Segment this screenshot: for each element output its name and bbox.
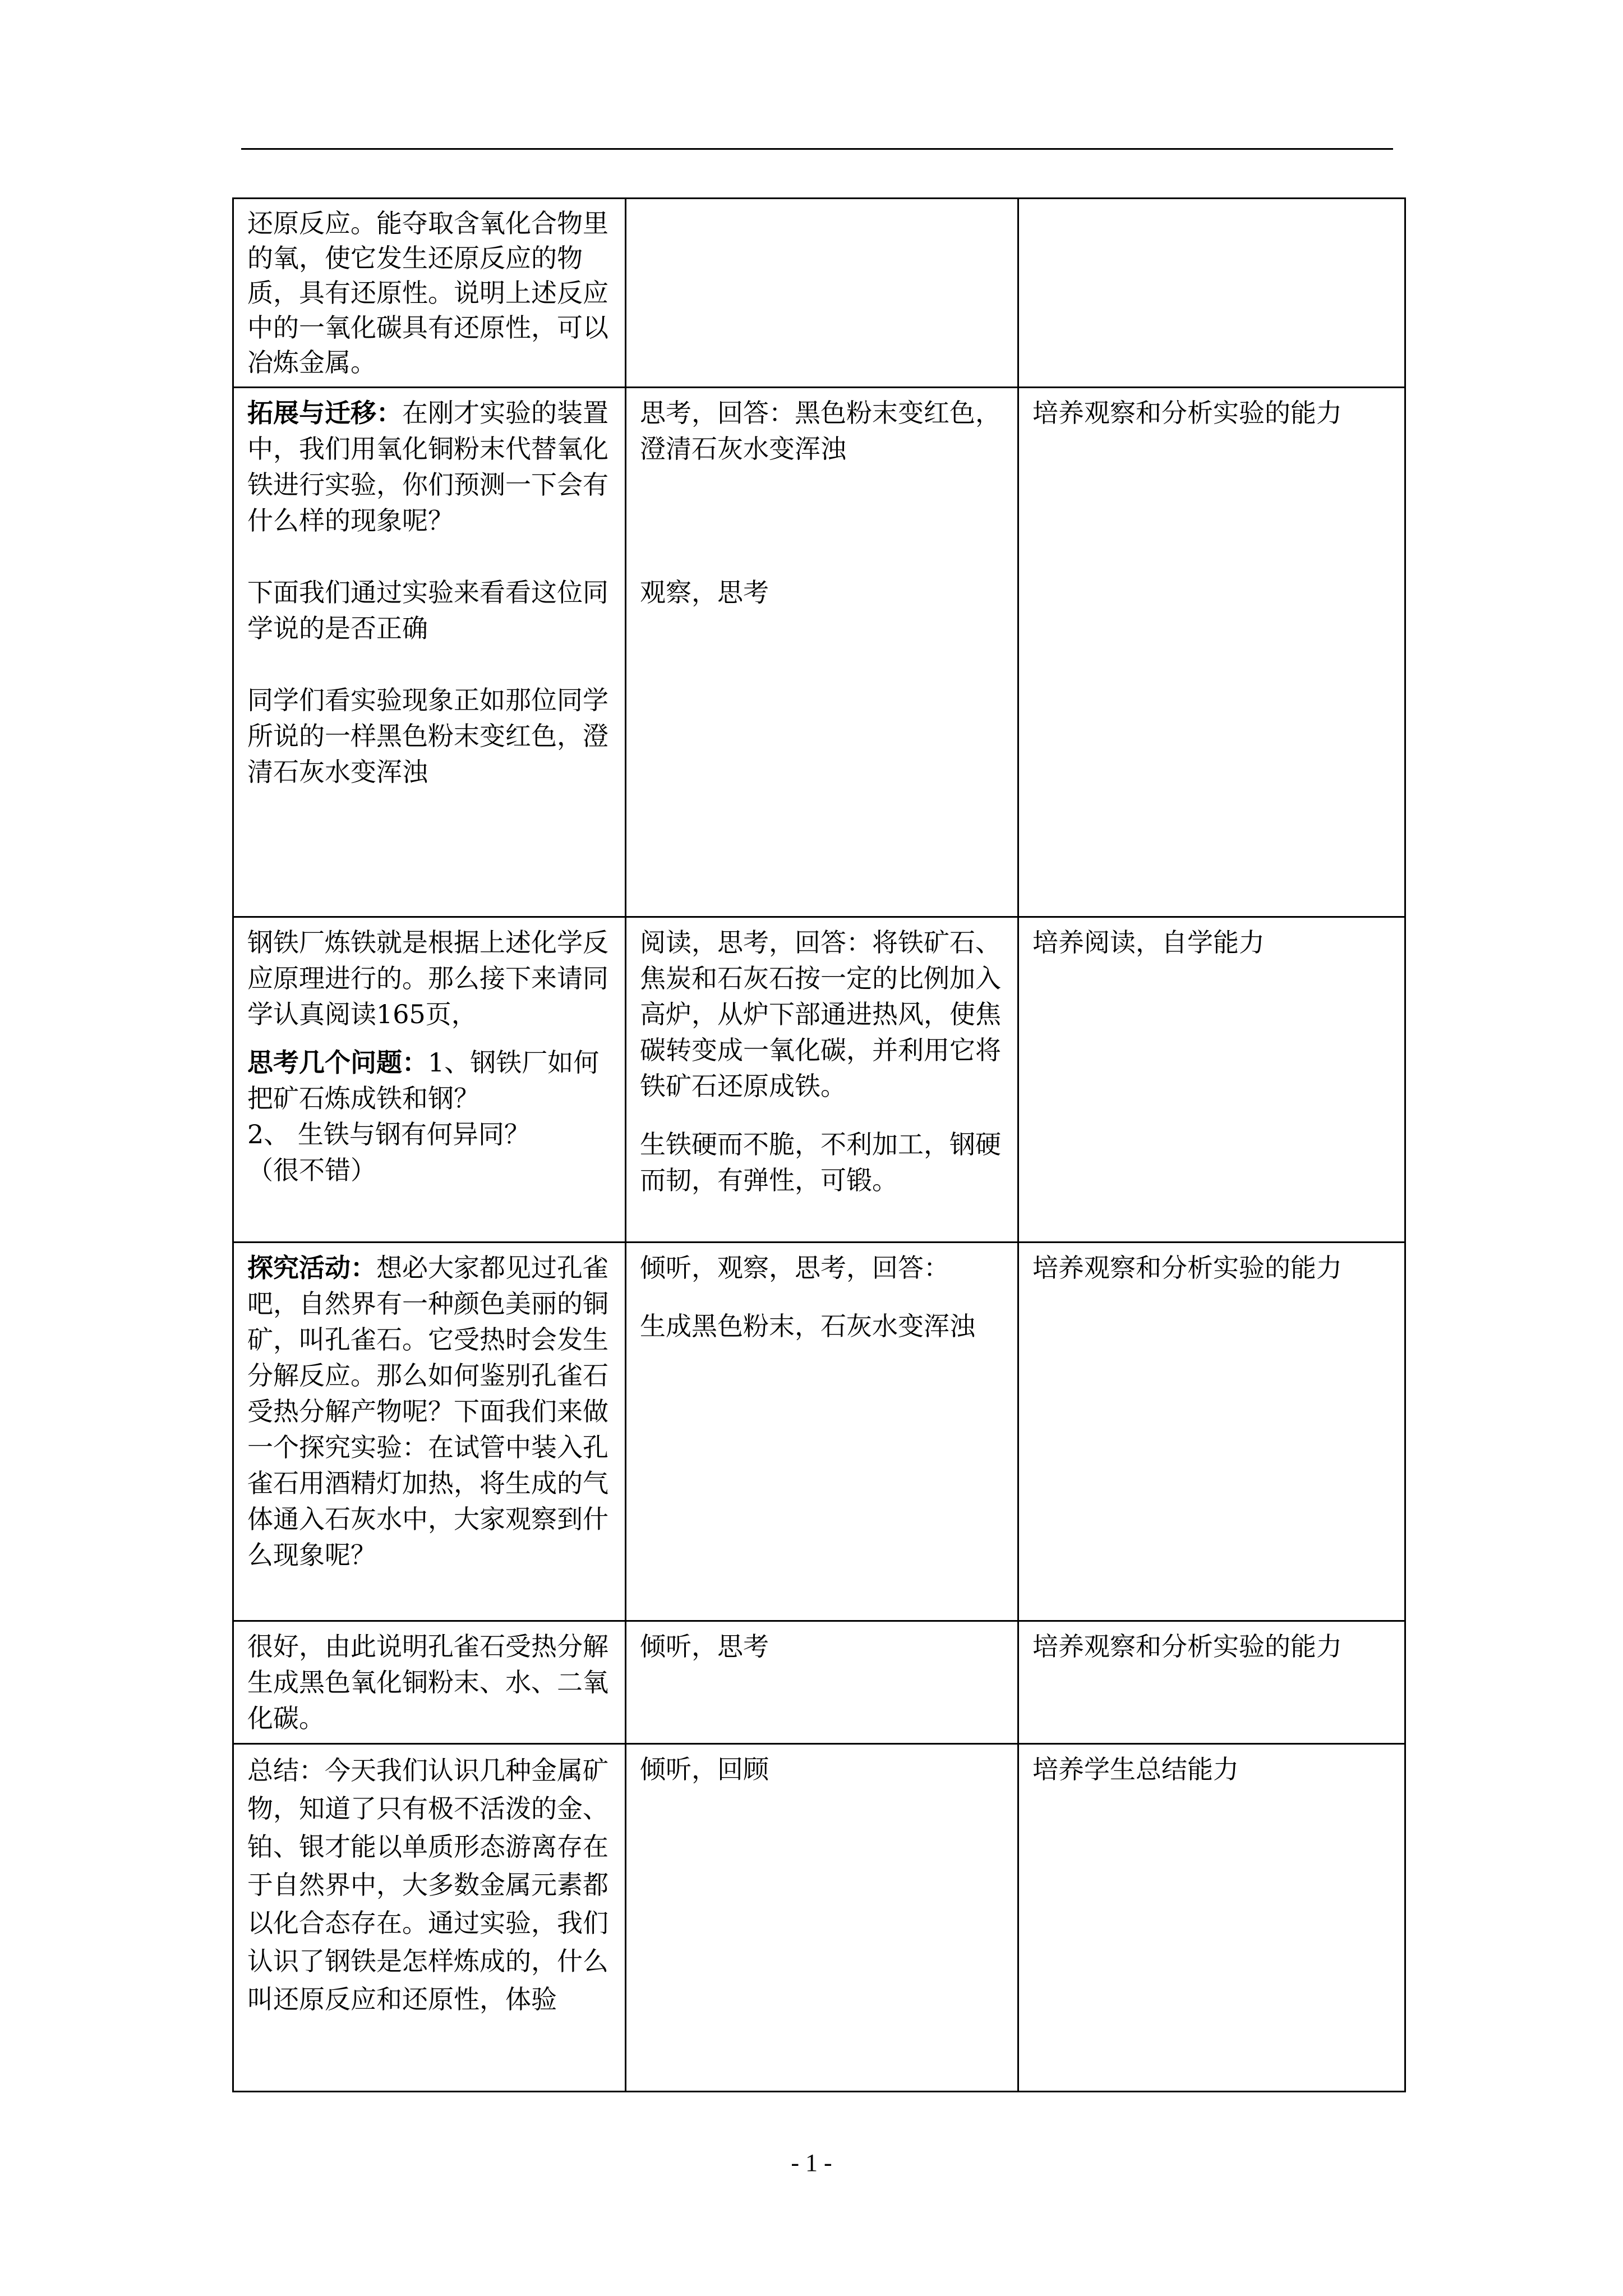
student-activity-cell xyxy=(626,917,1018,1243)
cell-paragraph: 生铁硬而不脆，不利加工，钢硬而韧，有弹性，可锻。 xyxy=(640,1129,1001,1195)
cell-text: 培养观察和分析实验的能力 xyxy=(1032,398,1342,428)
page-number: - 1 - xyxy=(791,2149,832,2177)
cell-text: 培养观察和分析实验的能力 xyxy=(1032,1253,1342,1283)
design-intent-cell xyxy=(1018,388,1405,917)
cell-paragraph: （很不错） xyxy=(247,1155,376,1185)
student-activity-cell xyxy=(626,1621,1018,1744)
teacher-activity-cell xyxy=(233,1243,626,1621)
cell-paragraph xyxy=(247,1045,611,1116)
section-label: 拓展与迁移： xyxy=(247,398,402,428)
design-intent-cell xyxy=(1018,1744,1405,2092)
cell-paragraph: 生成黑色粉末，石灰水变浑浊 xyxy=(640,1311,975,1341)
cell-paragraph: 思考，回答：黑色粉末变红色，澄清石灰水变浑浊 xyxy=(640,398,1001,464)
cell-text: 培养观察和分析实验的能力 xyxy=(1032,1631,1342,1662)
table-row xyxy=(233,388,1405,917)
cell-paragraph xyxy=(247,1250,611,1573)
cell-paragraph: 同学们看实验现象正如那位同学所说的一样黑色粉末变红色，澄清石灰水变浑浊 xyxy=(247,685,608,787)
teacher-activity-cell xyxy=(233,388,626,917)
cell-paragraph xyxy=(247,395,611,539)
header-rule xyxy=(241,148,1393,150)
table-row xyxy=(233,1744,1405,2092)
cell-text: 培养学生总结能力 xyxy=(1032,1754,1239,1784)
cell-paragraph: 2、 生铁与钢有何异同？ xyxy=(247,1119,530,1149)
design-intent-cell xyxy=(1018,199,1405,388)
cell-text: 倾听，回顾 xyxy=(640,1754,769,1784)
teacher-activity-cell xyxy=(233,917,626,1243)
lesson-plan-table xyxy=(232,197,1406,2092)
table-row xyxy=(233,1621,1405,1744)
student-activity-cell xyxy=(626,199,1018,388)
design-intent-cell xyxy=(1018,1621,1405,1744)
table-row xyxy=(233,199,1405,388)
cell-text: 很好，由此说明孔雀石受热分解生成黑色氧化铜粉末、水、二氧化碳。 xyxy=(247,1631,608,1733)
student-activity-cell xyxy=(626,388,1018,917)
section-label: 探究活动： xyxy=(247,1253,376,1283)
teacher-activity-cell xyxy=(233,199,626,388)
student-activity-cell xyxy=(626,1243,1018,1621)
cell-text: 1、钢铁厂如何把矿石炼成铁和钢？ xyxy=(247,1047,600,1114)
cell-text: 想必大家都见过孔雀吧，自然界有一种颜色美丽的铜矿，叫孔雀石。它受热时会发生分解反应。那么如何鉴别孔雀石受热分解产物呢？下面我们来做一个探究实验：在试管中装入孔雀石用酒精灯加热，将生成的气体通入石灰水中，大家观察到什么现象呢？ xyxy=(247,1253,608,1570)
student-activity-cell xyxy=(626,1744,1018,2092)
cell-text: 还原反应。能夺取含氧化合物里的氧，使它发生还原反应的物质，具有还原性。说明上述反应中的一氧化碳具有还原性，可以冶炼金属。 xyxy=(247,208,608,378)
teacher-activity-cell xyxy=(233,1744,626,2092)
table-row xyxy=(233,917,1405,1243)
cell-text: 倾听，思考 xyxy=(640,1631,769,1662)
section-label: 思考几个问题： xyxy=(247,1047,428,1078)
cell-text: 在刚才实验的装置中，我们用氧化铜粉末代替氧化铁进行实验，你们预测一下会有什么样的现象呢？ xyxy=(247,398,608,536)
cell-paragraph: 下面我们通过实验来看看这位同学说的是否正确 xyxy=(247,577,608,643)
cell-text: 总结：今天我们认识几种金属矿物，知道了只有极不活泼的金、铂、银才能以单质形态游离存在于自然界中，大多数金属元素都以化合态存在。通过实验，我们认识了钢铁是怎样炼成的，什么叫还原反应和还原性，体验 xyxy=(247,1755,608,2014)
cell-paragraph: 阅读，思考，回答：将铁矿石、焦炭和石灰石按一定的比例加入高炉，从炉下部通进热风，使焦碳转变成一氧化碳，并利用它将铁矿石还原成铁。 xyxy=(640,927,1001,1101)
design-intent-cell xyxy=(1018,1243,1405,1621)
design-intent-cell xyxy=(1018,917,1405,1243)
table-row xyxy=(233,1243,1405,1621)
cell-paragraph: 倾听，观察，思考，回答： xyxy=(640,1253,949,1283)
cell-paragraph: 钢铁厂炼铁就是根据上述化学反应原理进行的。那么接下来请同学认真阅读165页， xyxy=(247,927,608,1029)
teacher-activity-cell xyxy=(233,1621,626,1744)
cell-paragraph: 观察，思考 xyxy=(640,577,769,608)
cell-text: 培养阅读，自学能力 xyxy=(1032,927,1265,958)
